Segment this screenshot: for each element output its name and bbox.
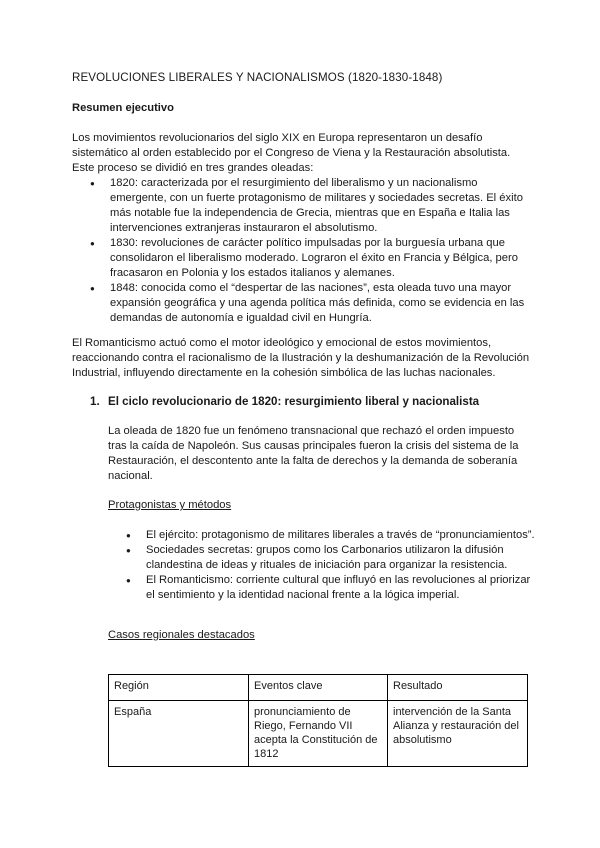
section-title: El ciclo revolucionario de 1820: resurgimiento liberal y nacionalista — [108, 395, 480, 408]
romanticism-paragraph: El Romanticismo actuó como el motor ideológico y emocional de estos movimientos, reaccionando contra el racionalismo de la Ilustración y la deshumanización de la Revolución Industrial, influyendo directamente en la cohesión simbólica de las luchas nacionales. — [72, 337, 530, 379]
section-1-paragraph: La oleada de 1820 fue un fenómeno transnacional que rechazó el orden impuesto tras la caída de Napoleón. Sus causas principales fueron la crisis del sistema de la Restauración, el descontento ante la falta de derechos y la demanda de soberanía nacional. — [108, 425, 519, 482]
list-item: ● El Romanticismo: corriente cultural que influyó en las revoluciones al priorizar el sentimiento y la identidad nacional frente a la lógica imperial. — [126, 573, 540, 603]
protagonists-heading: Protagonistas y métodos — [108, 499, 232, 511]
cases-heading: Casos regionales destacados — [108, 629, 255, 641]
document-title: REVOLUCIONES LIBERALES Y NACIONALISMOS (1820-1830-1848) — [72, 71, 443, 84]
table-cell: intervención de la Santa Alianza y restauración del absolutismo — [388, 701, 528, 767]
list-item: ● 1820: caracterizada por el resurgimiento del liberalismo y un nacionalismo emergente, con un fuerte protagonismo de militares y sociedades secretas. El éxito más notable fue la independencia de Grecia, mientras que en España e Italia las intervenciones extranjeras instauraron el absolutismo. — [90, 176, 536, 236]
table-header-cell: Región — [109, 675, 249, 701]
table-row — [109, 701, 528, 767]
regional-cases-table — [108, 674, 528, 767]
table-cell: pronunciamiento de Riego, Fernando VII acepta la Constitución de 1812 — [249, 701, 388, 767]
table-header-cell: Resultado — [388, 675, 528, 701]
table-header-row — [109, 675, 528, 701]
summary-heading: Resumen ejecutivo — [72, 102, 174, 114]
waves-list — [90, 176, 536, 326]
section-1-heading — [90, 394, 479, 409]
list-item: ● 1848: conocida como el “despertar de las naciones”, esta oleada tuvo una mayor expansión geográfica y una agenda política más definida, como se evidencia en las demandas de autonomía e igualdad civil en Hungría. — [90, 281, 536, 326]
intro-paragraph: Los movimientos revolucionarios del siglo XIX en Europa representaron un desafío sistemático al orden establecido por el Congreso de Viena y la Restauración absolutista. Este proceso se dividió en tres grandes oleadas: — [72, 132, 511, 174]
section-number: 1. — [90, 395, 100, 408]
list-item: ● 1830: revoluciones de carácter político impulsadas por la burguesía urbana que consolidaron el liberalismo moderado. Lograron el éxito en Francia y Bélgica, pero fracasaron en Polonia y los estados italianos y alemanes. — [90, 236, 536, 281]
table-header-cell: Eventos clave — [249, 675, 388, 701]
protagonists-list — [126, 528, 540, 603]
list-item: ● Sociedades secretas: grupos como los Carbonarios utilizaron la difusión clandestina de ideas y rituales de iniciación para organizar la resistencia. — [126, 543, 540, 573]
table-cell: España — [109, 701, 249, 767]
list-item: ● El ejército: protagonismo de militares liberales a través de “pronunciamientos”. — [126, 528, 540, 543]
